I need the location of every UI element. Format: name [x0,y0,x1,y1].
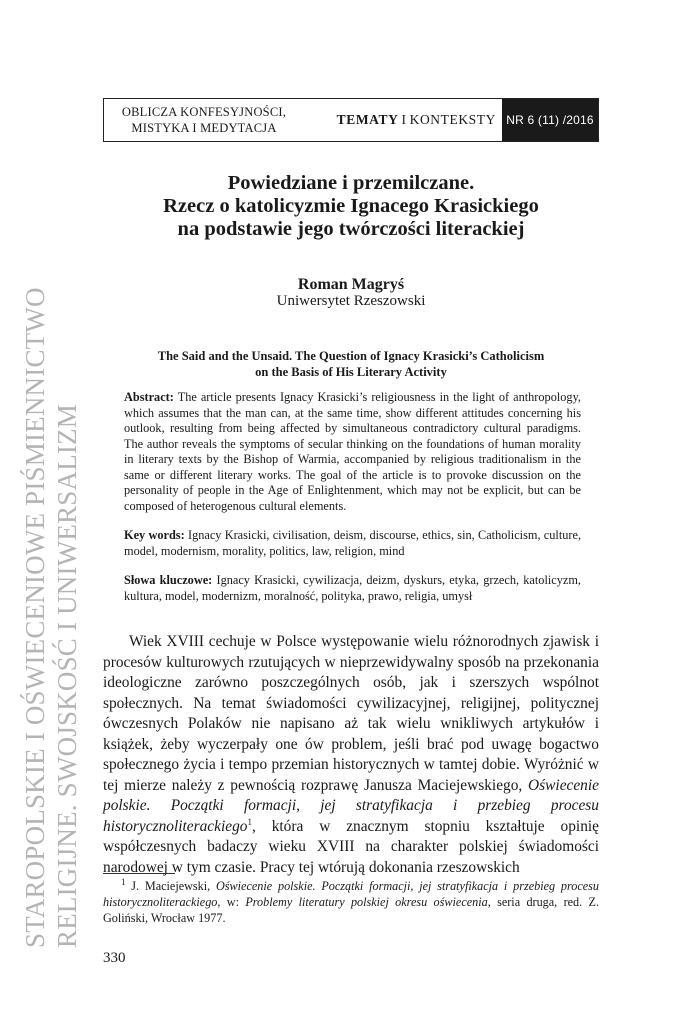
title-line3: na podstawie jego twórczości literackiej [177,218,525,240]
body-part1: Wiek XVIII cechuje w Polsce występowanie wielu różnorodnych zjawisk i procesów kulturowych rzutujących w nieprzewidywalny sposób na przekonania ideologiczne zarówno poszczególnych osób, jak i szerszych wspólnot społecznych. Na temat świadomości cywilizacyjnej, religijnej, politycznej ówczesnych Polaków nie napisano aż tak wielu wnikliwych artykułów i książek, żeby wyczerpały one ów problem, jeśli brać pod uwagę bogactwo społecznego życia i tempo przemian historycznych w tamtej dobie. Wyróżnić w tej mierze należy z pewnością rozprawę Janusza Maciejewskiego, [103,633,599,794]
footnote-mid: , w: [217,895,246,909]
footnote-divider [103,873,175,874]
body-part2: , która w znacznym stopniu kształtuje opinię współczesnych badaczy wieku XVIII na charakter polskiej świadomości narodowej w tym czasie. Pracy tej wtórują dokonania rzeszowskich [103,817,599,876]
keywords-en-text: Ignacy Krasicki, civilisation, deism, discourse, ethics, sin, Catholicism, culture, model, modernism, morality, politics, law, religion, mind [124,528,582,558]
author-name: Roman Magryś [297,276,405,293]
article-title [103,172,599,241]
abstract-label: Abstract: [124,390,174,404]
title-line1: Powiedziane i przemilczane. [227,172,475,194]
body-italic-title: Oświecenie polskie. Początki formacji, jej stratyfikacja i przebieg procesu historycznoliterackiego [103,776,599,835]
footnote [103,878,599,926]
side-running-title [0,0,90,1024]
section-rest: KONTEKSTY [409,112,496,127]
journal-name-line1: OBLICZA KONFESYJNOŚCI, [121,105,287,119]
section-name [304,112,502,128]
body-paragraph [103,632,599,878]
body-text [103,632,599,878]
side-title-line2: RELIGIJNE. SWOJSKOŚĆ I UNIWERSALIZM [52,404,82,948]
abstract-text: The article presents Ignacy Krasicki’s religiousness in the light of anthropology, which assumes that the man can, at the same time, show different attitudes concerning his outlook, resulting from being affected by simultaneous contradictory cultural paradigms. The author reveals the symptoms of secular thinking on the foundations of human morality in literary texts by the Bishop of Warmia, accompanied by religious traditionalism in the same or different literary works. The goal of the article is to provoke discussion on the personality of people in the Age of Enlightenment, which may not be explicit, but can be composed of heterogenous cultural elements. [124,390,581,513]
section-separator: I [401,112,407,127]
journal-name [104,104,304,136]
english-title-line2: on the Basis of His Literary Activity [255,365,447,379]
keywords-english [124,528,581,559]
journal-name-line2: MISTYKA I MEDYTACJA [131,121,277,135]
keywords-en-label: Key words: [124,528,185,542]
footnote-rest: , seria druga, red. Z. Goliński, Wrocław 1977. [103,895,599,925]
footnote-italic2: Problemy literatury polskiej okresu oświecenia [245,895,488,909]
footnote-italic1: Oświecenie polskie. Początki formacji, jej stratyfikacja i przebieg procesu historycznoliterackiego [103,879,600,909]
english-title-line1: The Said and the Unsaid. The Question of Ignacy Krasicki’s Catholicism [157,349,545,363]
keywords-pl-text: Ignacy Krasicki, cywilizacja, deizm, dyskurs, etyka, grzech, katolicyzm, kultura, model, modernizm, moralność, polityka, prawo, religia, umysł [124,573,581,603]
journal-header [103,98,599,142]
keywords-polish [124,573,581,604]
page-number: 330 [103,950,126,966]
title-line2: Rzecz o katolicyzmie Ignacego Krasickiego [163,195,539,217]
keywords-pl-label: Słowa kluczowe: [124,573,213,587]
abstract [124,390,581,514]
footnote-ref: 1 [247,816,252,827]
issue-badge: NR 6 (11) /2016 [502,99,598,141]
footnote-number: 1 [121,876,126,887]
footnote-author: J. Maciejewski, [131,879,216,893]
author-affiliation: Uniwersytet Rzeszowski [276,293,426,309]
section-bold: TEMATY [336,112,399,127]
english-title [103,348,599,380]
side-title-line1: STAROPOLSKIE I OŚWIECENIOWE PIŚMIENNICTWO [20,287,50,948]
